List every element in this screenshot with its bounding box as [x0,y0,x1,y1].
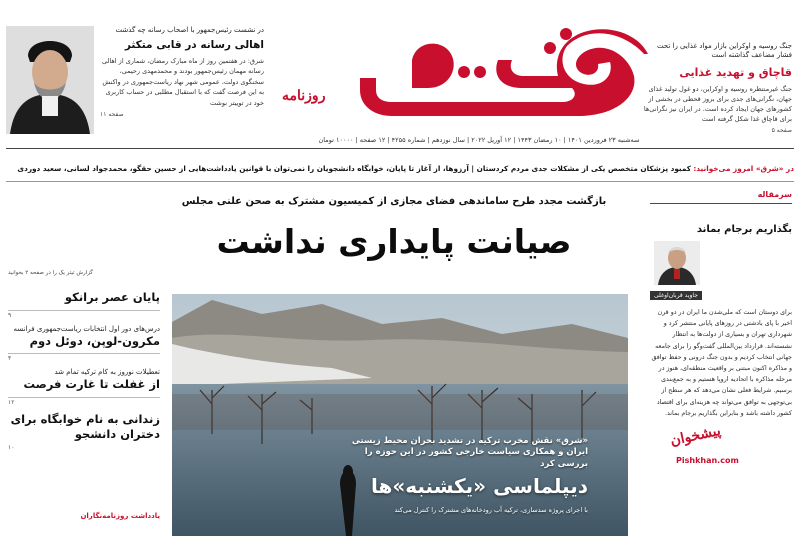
watermark-fa: پیشخوان [668,422,723,450]
left-teaser-column [8,290,160,457]
teaser-left-text [100,26,264,118]
author-name: جاوید قربان‌اوغلی [650,291,702,300]
teaser-body: جنگ غیرمنتظره روسیه و اوکراین، دو غول تولید غذای جهان، نگرانی‌های جدی برای بروز قحطی در بخشی از کشورهای جهان ایجاد کرده است. در ایران نیز نگرانی‌ها برای قاچاق غذا شکل گرفته است [643,85,792,124]
teaser-item-france-election[interactable] [8,325,160,363]
flooded-lake-image [172,294,628,536]
main-subheadline: بازگشت مجدد طرح ساماندهی فضای مجازی از کمیسیون مشترک به صحن علنی مجلس [181,196,607,207]
author-box [650,241,792,299]
main-headline[interactable]: صیانت پایداری نداشت [216,222,572,261]
teaser-item-rule [8,397,160,398]
teaser-kicker: جنگ روسیه و اوکراین بازار مواد غذایی را تحت فشار مضاعف گذاشته است [656,42,792,60]
editorial-column[interactable] [650,190,792,536]
teaser-item-dormitory[interactable] [8,412,160,451]
today-in-paper-bar [6,160,794,178]
teaser-item-nowruz[interactable] [8,368,160,406]
teaser-body: شرق: در هفتمین روز از ماه مبارک رمضان، شماری از اهالی رسانه مهمان رئیس‌جمهور بودند و محمدمهدی رحیمی، سخنگوی دولت، عمومی شهر نهاد ریاست‌جمهوری در واکنش به این فرصت گفت که با استقبال مطلبی در حساب کاربری خود در توییتر نوشت [102,57,264,107]
portrait-image [6,26,94,134]
teaser-item-page: ۱۰ [8,443,15,451]
editorial-section-label: سرمقاله [757,190,792,199]
today-contents[interactable]: کمبود پزشکان متخصص یکی از مشکلات جدی مردم کردستان | آرزوها، از آغاز تا پایان، خوابگاه دانشجویان را نمی‌توان با قوانین یادداشت‌هایی از حسین حقگو، محمدجواد لسانی، سعید دوردی [17,164,692,173]
teaser-item-rule [8,310,160,311]
masthead [0,0,800,150]
author-photo [654,241,700,285]
teaser-kicker: در نشست رئیس‌جمهور با اصحاب رسانه چه گذشت [115,26,264,34]
teaser-item-headline: مکرون-لوپن، دوئل دوم [29,333,160,348]
readbar-divider [6,181,794,182]
teaser-item-branko[interactable] [8,290,160,319]
editorial-rule [650,203,792,204]
photo-caption-body: با اجرای پروژه سدسازی، ترکیه آب رودخانه‌های مشترک را کنترل می‌کند [394,506,588,514]
teaser-media-meeting[interactable] [6,26,264,142]
teaser-item-kicker: تعطیلات نوروز به کام ترکیه تمام شد [54,368,160,377]
president-portrait [6,26,94,134]
teaser-item-page: ۴ [8,355,12,363]
teaser-item-page: ۹ [8,311,12,319]
today-label: در «شرق» امروز می‌خوانید: [693,164,794,173]
teaser-headline: قاچاق و تهدید غذایی [679,66,792,80]
logo-word-roznameh: روزنامه [282,88,326,104]
teaser-page: صفحه ۵ [771,127,792,135]
teaser-page: صفحه ۱۱ [100,110,124,118]
teaser-headline: اهالی رسانه در قابی متکثر [124,39,264,51]
watermark-en: Pishkhan.com [676,456,739,465]
editorial-headline: بگذاریم برجام بماند [696,224,792,235]
sharq-logo-calligraphy [352,20,652,122]
teaser-item-headline: پایان عصر برانکو [64,290,160,304]
teaser-item-rule [8,353,160,354]
author-image [654,241,700,285]
lead-photo[interactable] [172,294,628,536]
journalists-notes-label[interactable]: یادداشت روزنامه‌نگاران [80,512,160,520]
photo-caption-kicker: «شرق» نقش مخرب ترکیه در تشدید بحران محیط زیستی ایران و همکاری سیاست خارجی کشور در این حوزه را بررسی کرد [351,436,588,469]
masthead-divider [6,148,794,149]
teaser-item-page: ۱۲ [8,398,15,406]
teaser-item-headline: زندانی به نام خوابگاه برای دختران دانشجو [10,411,160,442]
teaser-item-kicker: درس‌های دور اول انتخابات ریاست‌جمهوری فرانسه [13,324,160,333]
teaser-item-headline: از غفلت تا غارت فرصت [23,377,160,392]
editorial-body: برای دوستان است که ملی‌شدن ما ایران در دو قرن اخیر با پای بادشتی در روزهای پایانی منتشر کرد و شهرداری تهران و بسیاری از دولت‌ها به انتظار نشسته‌اند. قرارداد بین‌المللی گفت‌وگو را برای جامعه جهانی انتخاب کردیم و بدون جنگ درونی و حفظ توافق و مذاکره اکنون مبتنی بر واقعیت منطقه‌ای، هنوز در مرحله مذاکره با اتحادیه اروپا هستیم و به جمع‌بندی برسیم. شرایط فعلی نشان می‌دهد که هر سطح از بی‌توجهی به توافق می‌تواند چه هزینه‌ای برای اقتصاد کشور داشته باشد و بنابراین بگذاریم برجام بماند. [651,309,792,417]
teaser-food-smuggling[interactable] [642,42,792,134]
headline-report-ref: گزارش تیتر یک را در صفحه ۲ بخوانید [8,270,93,276]
photo-caption-headline: دیپلماسی «یکشنبه»ها [370,474,588,498]
newspaper-logo [282,6,662,130]
issue-dateline: سه‌شنبه ۲۳ فروردین ۱۴۰۱ | ۱۰ رمضان ۱۴۴۳ | ۱۲ آوریل ۲۰۲۲ | سال نوزدهم | شماره ۴۲۵۵ | ۱۲ صفحه | ۱۰۰۰۰ تومان [318,136,640,144]
pishkhan-watermark [660,420,739,476]
